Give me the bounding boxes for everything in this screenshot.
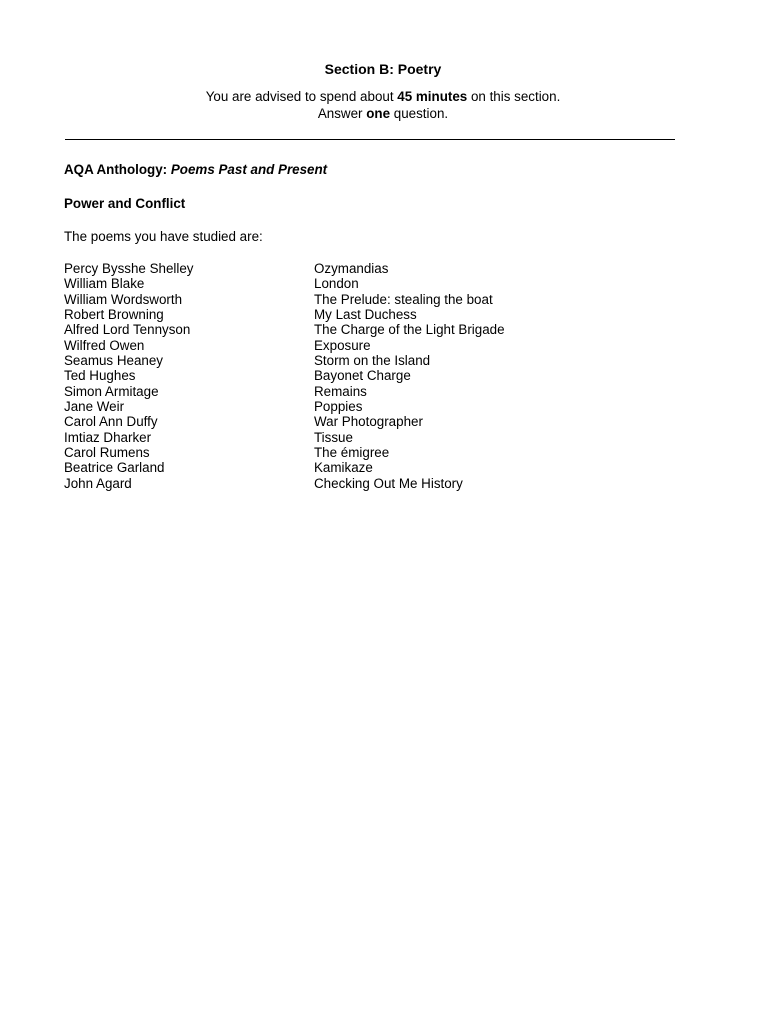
poet-name: William Wordsworth: [64, 291, 183, 307]
poem-list: [64, 261, 684, 491]
poem-title: Exposure: [314, 337, 371, 353]
time-advice-post: on this section.: [467, 89, 561, 104]
list-item: [64, 399, 684, 414]
poet-name: Carol Rumens: [64, 445, 150, 461]
list-item: [64, 292, 684, 307]
poem-title: The émigree: [314, 445, 390, 461]
poem-title: London: [314, 276, 359, 292]
poem-title: Poppies: [314, 399, 363, 415]
list-item: [64, 384, 684, 399]
poet-name: John Agard: [64, 475, 132, 491]
poem-title: Storm on the Island: [314, 353, 431, 369]
list-item: [64, 353, 684, 368]
poem-title: Remains: [314, 383, 367, 399]
answer-count: one: [366, 106, 391, 121]
time-advice: [0, 88, 766, 105]
poem-title: My Last Duchess: [314, 307, 417, 323]
list-item: [64, 322, 684, 337]
poem-title: The Charge of the Light Brigade: [314, 322, 505, 338]
poem-title: War Photographer: [314, 414, 423, 430]
poet-name: Percy Bysshe Shelley: [64, 261, 194, 276]
poet-name: Carol Ann Duffy: [64, 414, 158, 430]
poem-title: The Prelude: stealing the boat: [314, 291, 493, 307]
poet-name: Simon Armitage: [64, 383, 159, 399]
list-item: [64, 460, 684, 475]
list-item: [64, 261, 684, 276]
list-item: [64, 338, 684, 353]
poet-name: Beatrice Garland: [64, 460, 165, 476]
list-item: [64, 445, 684, 460]
list-item: [64, 368, 684, 383]
poem-title: Ozymandias: [314, 261, 389, 276]
anthology-name: Poems Past and Present: [170, 162, 328, 177]
cluster-title: Power and Conflict: [64, 196, 186, 211]
list-item: [64, 430, 684, 445]
poem-title: Tissue: [314, 429, 353, 445]
poet-name: Robert Browning: [64, 307, 164, 323]
section-title: Section B: Poetry: [324, 61, 442, 77]
list-item: [64, 307, 684, 322]
poem-title: Kamikaze: [314, 460, 373, 476]
poet-name: Jane Weir: [64, 399, 125, 415]
poet-name: William Blake: [64, 276, 145, 292]
answer-pre: Answer: [317, 106, 367, 121]
anthology-prefix: AQA Anthology:: [64, 162, 171, 177]
poet-name: Imtiaz Dharker: [64, 429, 152, 445]
answer-post: question.: [390, 106, 449, 121]
list-item: [64, 414, 684, 429]
horizontal-divider: [65, 139, 675, 140]
time-advice-duration: 45 minutes: [397, 89, 468, 104]
poet-name: Wilfred Owen: [64, 337, 145, 353]
poem-title: Checking Out Me History: [314, 475, 463, 491]
intro-text: The poems you have studied are:: [64, 229, 263, 244]
list-item: [64, 476, 684, 491]
anthology-heading: [64, 161, 327, 178]
answer-instruction: [0, 105, 766, 122]
poet-name: Ted Hughes: [64, 368, 136, 384]
poet-name: Alfred Lord Tennyson: [64, 322, 191, 338]
list-item: [64, 276, 684, 291]
poem-title: Bayonet Charge: [314, 368, 411, 384]
time-advice-pre: You are advised to spend about: [205, 89, 398, 104]
instructions: [0, 88, 766, 122]
poet-name: Seamus Heaney: [64, 353, 163, 369]
